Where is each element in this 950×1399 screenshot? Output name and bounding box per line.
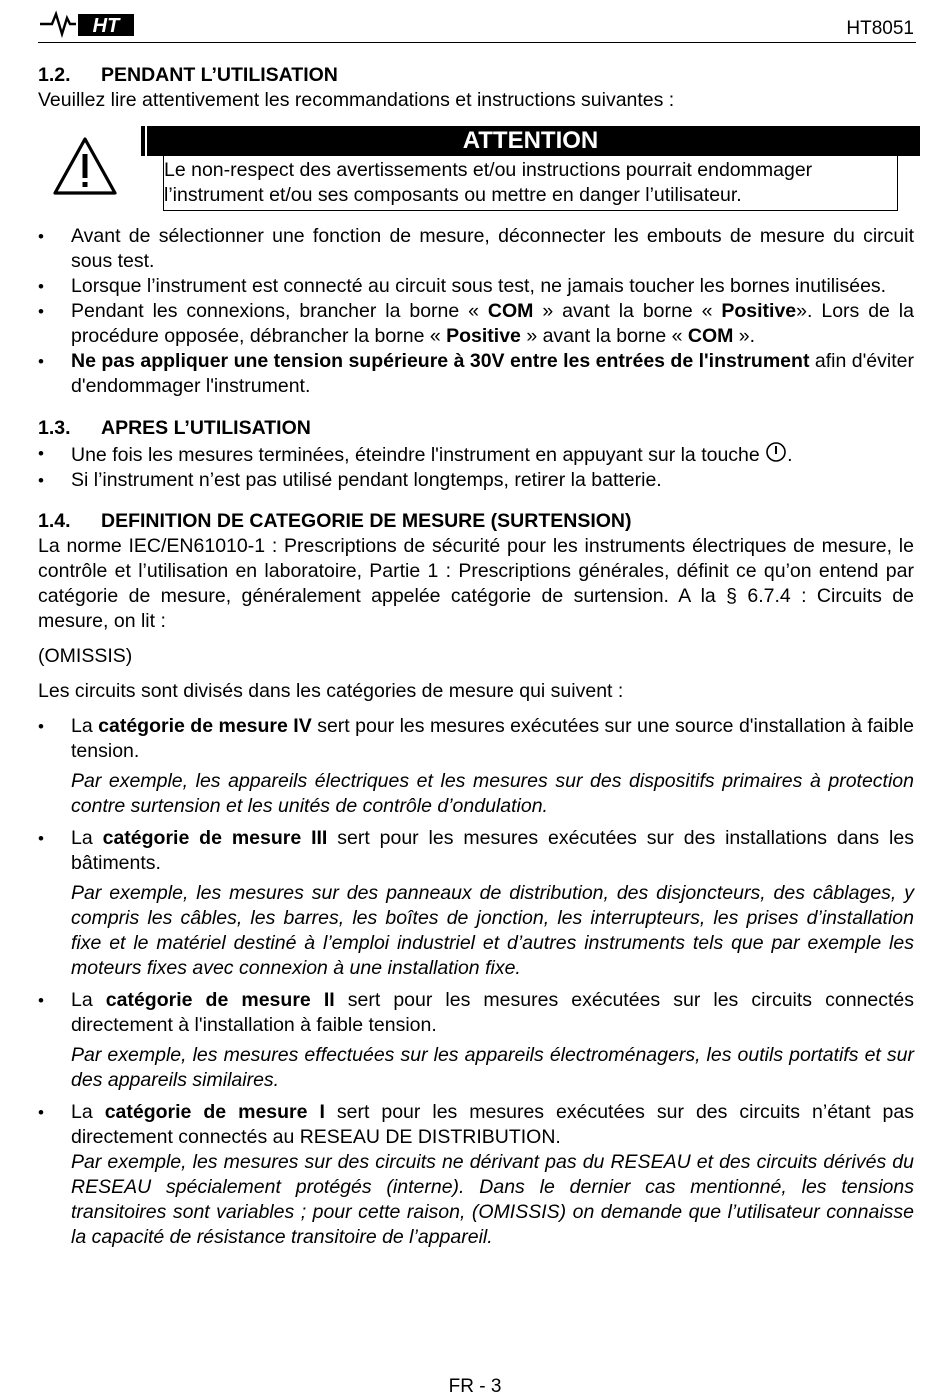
categories-intro: Les circuits sont divisés dans les catégories de mesure qui suivent : [38,680,624,702]
page-number: FR - 3 [448,1376,502,1397]
section-1-2-heading: 1.2. PENDANT L’UTILISATION [38,64,338,86]
attention-text: Le non-respect des avertissements et/ou instructions pourrait endommager l’instrument et/ou ses composants ou mettre en danger l’utilisateur. [163,156,898,211]
attention-title: ATTENTION [141,126,920,156]
page-header [38,6,916,43]
cat-ii-example: Par exemple, les mesures effectuées sur les appareils électroménagers, les outils portatifs et sur des appareils similaires. [71,1044,914,1091]
warning-triangle-icon [52,136,118,196]
usage-bullets [38,224,914,399]
power-button-icon [765,441,787,463]
section-1-2-intro: Veuillez lire attentivement les recommandations et instructions suivantes : [38,89,675,111]
cat-iv-example: Par exemple, les appareils électriques et les mesures sur des dispositifs primaires à protection contre surtension et les unités de contrôle d’ondulation. [71,770,914,817]
list-item: • Avant de sélectionner une fonction de mesure, déconnecter les embouts de mesure du circuit sous test. [38,224,914,274]
page-content [38,63,914,1250]
list-item-cat-i: • La catégorie de mesure I sert pour les mesures exécutées sur des circuits n’étant pas directement connectés au RESEAU DE DISTRIBUTION. Par exemple, les mesures sur des circuits ne dérivant pas du RESEAU et des circuits dérivés du RESEAU spécialement protégés (interne). Dans le dernier cas mentionné, les tensions transitoires sont variables ; pour cette raison, (OMISSIS) on demande que l’utilisateur connaisse la capacité de résistance transitoire de l’appareil. [38,1100,914,1250]
section-1-3-heading: 1.3. APRES L’UTILISATION [38,417,311,439]
list-item: • Si l’instrument n’est pas utilisé pendant longtemps, retirer la batterie. [38,468,914,493]
list-item-cat-iii: • La catégorie de mesure III sert pour les mesures exécutées sur des installations dans les bâtiments. Par exemple, les mesures sur des panneaux de distribution, des disjoncteurs, des câblages, y compris les câbles, les barres, les boîtes de jonction, les interrupteurs, les prises d’installation fixe et le matériel destiné à l’emploi industriel et d’autres instruments tels que par exemple les moteurs fixes avec connexion à une installation fixe. [38,826,914,981]
omissis-text: (OMISSIS) [38,645,133,667]
category-list [38,714,914,1250]
list-item: • Une fois les mesures terminées, éteindre l'instrument en appuyant sur la touche . [38,441,914,468]
svg-text:HT: HT [92,15,120,37]
after-use-bullets [38,441,914,493]
list-item-cat-ii: • La catégorie de mesure II sert pour les mesures exécutées sur les circuits connectés directement à l'installation à faible tension. Par exemple, les mesures effectuées sur les appareils électroménagers, les outils portatifs et sur des appareils similaires. [38,988,914,1093]
list-item: • Ne pas appliquer une tension supérieure à 30V entre les entrées de l'instrument afin d'éviter d'endommager l'instrument. [38,349,914,399]
list-item: • Pendant les connexions, brancher la borne « COM » avant la borne « Positive». Lors de la procédure opposée, débrancher la borne « Positive » avant la borne « COM ». [38,299,914,349]
cat-iii-example: Par exemple, les mesures sur des panneaux de distribution, des disjoncteurs, des câblages, y compris les câbles, les barres, les boîtes de jonction, les interrupteurs, les prises d’installation fixe et le matériel destiné à l’emploi industriel et d’autres instruments tels que par exemple les moteurs fixes avec connexion à une installation fixe. [71,882,914,979]
ht-logo [38,8,138,38]
cat-i-example: Par exemple, les mesures sur des circuits ne dérivant pas du RESEAU et des circuits dérivés du RESEAU spécialement protégés (interne). Dans le dernier cas mentionné, les tensions transitoires sont variables ; pour cette raison, (OMISSIS) on demande que l’utilisateur connaisse la capacité de résistance transitoire de l’appareil. [71,1151,914,1248]
attention-block [38,126,914,222]
section-1-4-heading: 1.4. DEFINITION DE CATEGORIE DE MESURE (SURTENSION) [38,510,632,532]
list-item: • Lorsque l’instrument est connecté au circuit sous test, ne jamais toucher les bornes inutilisées. [38,274,914,299]
document-id: HT8051 [846,18,914,39]
list-item-cat-iv: • La catégorie de mesure IV sert pour les mesures exécutées sur une source d'installation à faible tension. Par exemple, les appareils électriques et les mesures sur des dispositifs primaires à protection contre surtension et les unités de contrôle d’ondulation. [38,714,914,819]
section-1-4-paragraph: La norme IEC/EN61010-1 : Prescriptions de sécurité pour les instruments électriques de mesure, le contrôle et l’utilisation en laboratoire, Partie 1 : Prescriptions générales, définit ce qu’on entend par catégorie de mesure, généralement appelée catégorie de surtension. A la § 6.7.4 : Circuits de mesure, on lit : [38,535,914,632]
